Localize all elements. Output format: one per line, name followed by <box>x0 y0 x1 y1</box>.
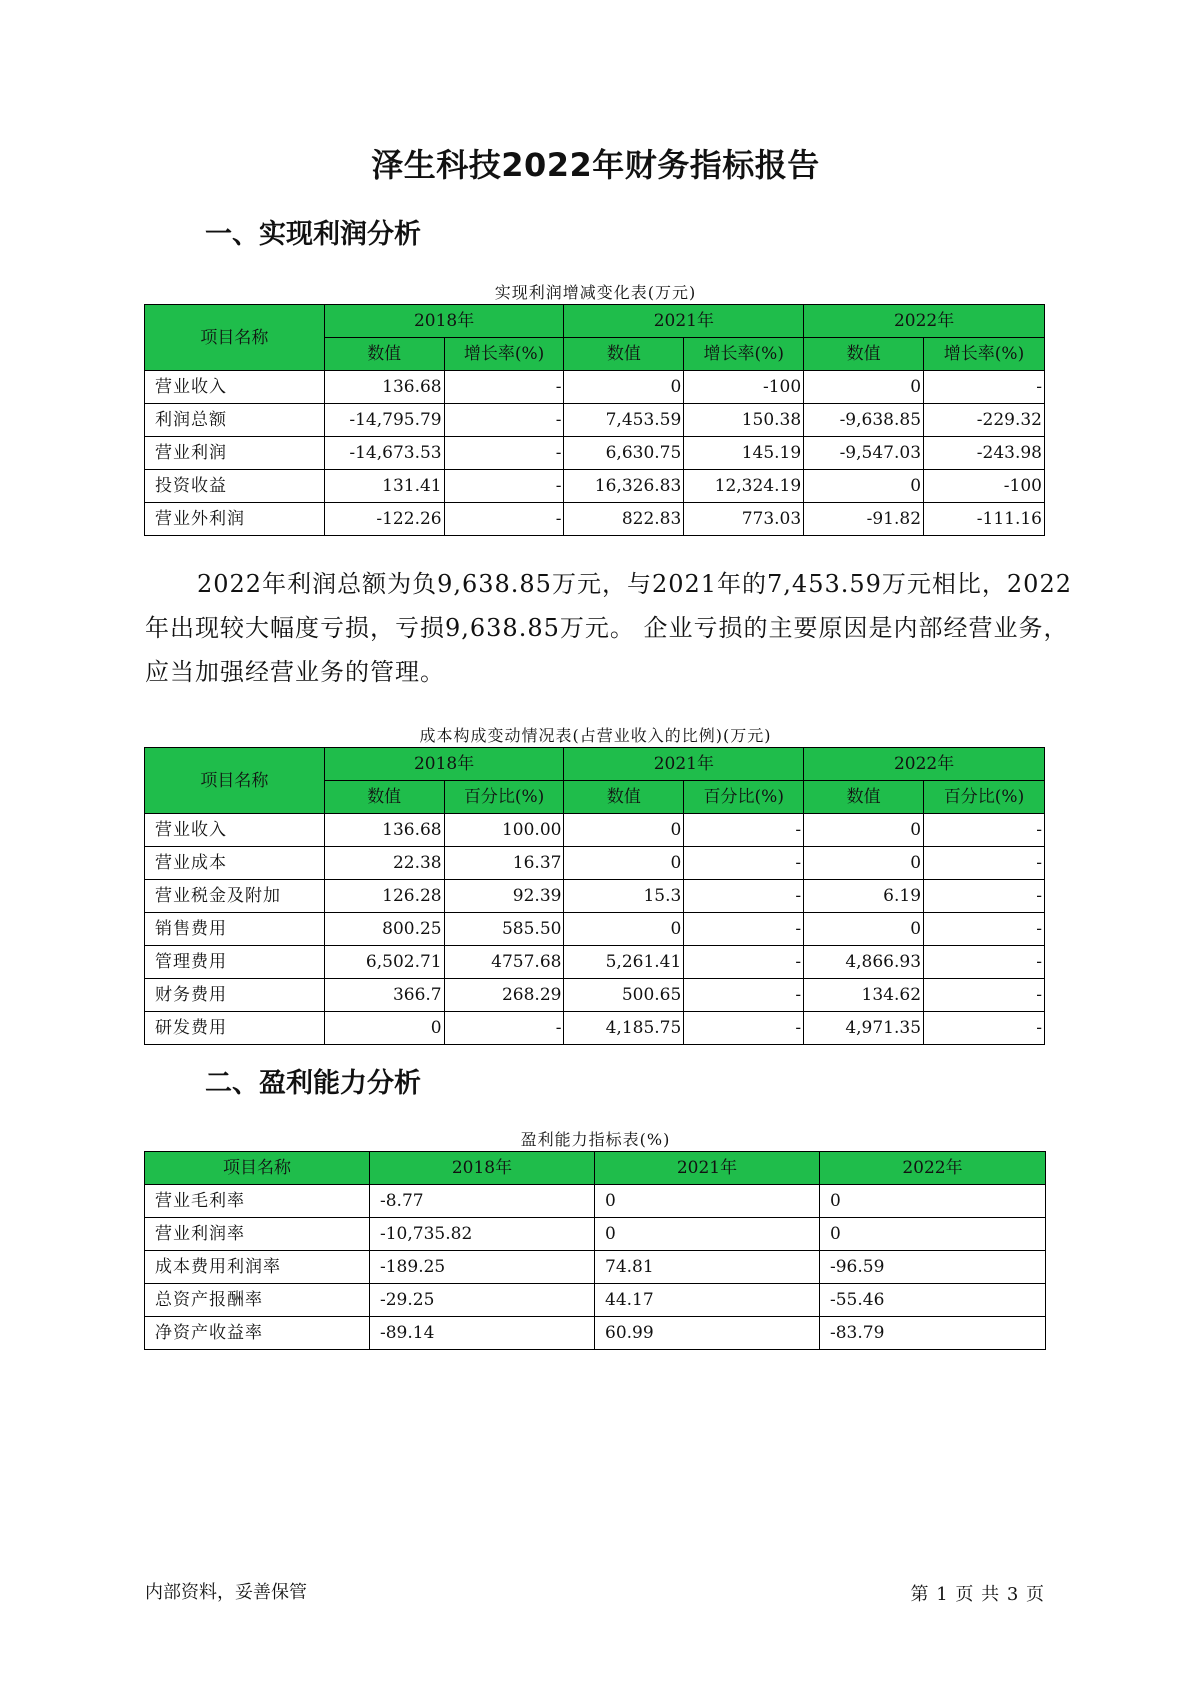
cell-value: - <box>684 880 804 913</box>
cell-value: 0 <box>820 1185 1046 1218</box>
cell-value: 22.38 <box>324 847 444 880</box>
row-label: 营业外利润 <box>145 503 325 536</box>
section-heading-profit: 一、实现利润分析 <box>205 219 421 250</box>
cell-value: -83.79 <box>820 1317 1046 1350</box>
cell-value: -243.98 <box>924 437 1045 470</box>
cost-structure-table <box>144 747 1045 1045</box>
cell-value: - <box>444 503 564 536</box>
year-header: 2018年 <box>370 1152 595 1185</box>
table3-caption: 盈利能力指标表(%) <box>520 1130 671 1149</box>
table-row <box>145 880 1045 913</box>
table-row <box>145 1251 1046 1284</box>
cell-value: 0 <box>804 814 924 847</box>
row-label: 研发费用 <box>145 1012 325 1045</box>
cell-value: 5,261.41 <box>564 946 684 979</box>
cell-value: -10,735.82 <box>370 1218 595 1251</box>
cell-value: - <box>684 847 804 880</box>
item-header: 项目名称 <box>145 748 325 814</box>
table-row <box>145 946 1045 979</box>
sub-header: 百分比(%) <box>684 781 804 814</box>
table-row <box>145 913 1045 946</box>
sub-header: 百分比(%) <box>924 781 1045 814</box>
cell-value: -122.26 <box>324 503 444 536</box>
cell-value: 74.81 <box>595 1251 820 1284</box>
cell-value: 4,971.35 <box>804 1012 924 1045</box>
cell-value: - <box>684 979 804 1012</box>
row-label: 营业利润 <box>145 437 325 470</box>
cell-value: - <box>684 1012 804 1045</box>
cell-value: 0 <box>564 371 684 404</box>
analysis-paragraph <box>145 562 1079 694</box>
cell-value: -89.14 <box>370 1317 595 1350</box>
page-title: 泽生科技2022年财务指标报告 <box>371 146 820 184</box>
table-row <box>145 979 1045 1012</box>
cell-value: - <box>684 814 804 847</box>
cell-value: - <box>924 913 1045 946</box>
row-label: 营业利润率 <box>145 1218 370 1251</box>
cell-value: - <box>924 814 1045 847</box>
cell-value: - <box>444 371 564 404</box>
cell-value: 126.28 <box>324 880 444 913</box>
sub-header: 增长率(%) <box>444 338 564 371</box>
cell-value: -111.16 <box>924 503 1045 536</box>
item-header: 项目名称 <box>145 1152 370 1185</box>
sub-header: 增长率(%) <box>684 338 804 371</box>
cell-value: 16,326.83 <box>564 470 684 503</box>
table-row <box>145 371 1045 404</box>
table-row <box>145 1284 1046 1317</box>
cell-value: - <box>684 946 804 979</box>
cell-value: 0 <box>564 913 684 946</box>
cell-value: 4757.68 <box>444 946 564 979</box>
cell-value: 60.99 <box>595 1317 820 1350</box>
cell-value: -9,547.03 <box>804 437 924 470</box>
cell-value: - <box>444 470 564 503</box>
row-label: 营业收入 <box>145 371 325 404</box>
year-header: 2021年 <box>564 748 804 781</box>
cell-value: 0 <box>804 847 924 880</box>
sub-header: 增长率(%) <box>924 338 1045 371</box>
cell-value: 0 <box>804 371 924 404</box>
cell-value: 6.19 <box>804 880 924 913</box>
row-label: 营业税金及附加 <box>145 880 325 913</box>
cell-value: 822.83 <box>564 503 684 536</box>
cell-value: 4,866.93 <box>804 946 924 979</box>
table-row <box>145 814 1045 847</box>
row-label: 营业收入 <box>145 814 325 847</box>
cell-value: - <box>924 979 1045 1012</box>
table-body <box>145 371 1045 536</box>
cell-value: 134.62 <box>804 979 924 1012</box>
sub-header: 数值 <box>564 781 684 814</box>
table-row <box>145 1218 1046 1251</box>
row-label: 成本费用利润率 <box>145 1251 370 1284</box>
cell-value: -29.25 <box>370 1284 595 1317</box>
footer-page-number: 第 1 页 共 3 页 <box>910 1584 1045 1605</box>
cell-value: -8.77 <box>370 1185 595 1218</box>
cell-value: -229.32 <box>924 404 1045 437</box>
paragraph-text: 2022年利润总额为负9,638.85万元，与2021年的7,453.59万元相比，2022年出现较大幅度亏损，亏损9,638.85万元。 企业亏损的主要原因是内部经营业务，应当加强经营业务的管理。 <box>145 570 1072 686</box>
cell-value: 136.68 <box>324 814 444 847</box>
cell-value: 0 <box>804 470 924 503</box>
footer-confidential: 内部资料，妥善保管 <box>145 1582 307 1603</box>
cell-value: 0 <box>804 913 924 946</box>
cell-value: - <box>444 1012 564 1045</box>
cell-value: - <box>924 1012 1045 1045</box>
cell-value: 0 <box>564 814 684 847</box>
table-row <box>145 1012 1045 1045</box>
cell-value: -14,673.53 <box>324 437 444 470</box>
sub-header: 数值 <box>804 781 924 814</box>
row-label: 投资收益 <box>145 470 325 503</box>
sub-header: 数值 <box>324 781 444 814</box>
cell-value: 0 <box>564 847 684 880</box>
row-label: 净资产收益率 <box>145 1317 370 1350</box>
year-header: 2021年 <box>564 305 804 338</box>
cell-value: 16.37 <box>444 847 564 880</box>
year-header: 2018年 <box>324 305 564 338</box>
cell-value: 131.41 <box>324 470 444 503</box>
cell-value: 0 <box>595 1185 820 1218</box>
table-row <box>145 404 1045 437</box>
row-label: 总资产报酬率 <box>145 1284 370 1317</box>
cell-value: 44.17 <box>595 1284 820 1317</box>
sub-header: 数值 <box>564 338 684 371</box>
table-row <box>145 437 1045 470</box>
cell-value: 800.25 <box>324 913 444 946</box>
cell-value: 585.50 <box>444 913 564 946</box>
table1-caption: 实现利润增减变化表(万元) <box>494 283 697 302</box>
cell-value: - <box>924 946 1045 979</box>
year-header: 2022年 <box>804 305 1045 338</box>
row-label: 销售费用 <box>145 913 325 946</box>
table2-caption: 成本构成变动情况表(占营业收入的比例)(万元) <box>419 726 772 745</box>
cell-value: -14,795.79 <box>324 404 444 437</box>
row-label: 营业成本 <box>145 847 325 880</box>
row-label: 管理费用 <box>145 946 325 979</box>
section-heading-profitability: 二、盈利能力分析 <box>205 1068 421 1099</box>
cell-value: 92.39 <box>444 880 564 913</box>
cell-value: - <box>444 404 564 437</box>
table-body <box>145 814 1045 1045</box>
cell-value: -91.82 <box>804 503 924 536</box>
cell-value: 100.00 <box>444 814 564 847</box>
year-header: 2018年 <box>324 748 564 781</box>
table-row <box>145 503 1045 536</box>
cell-value: 15.3 <box>564 880 684 913</box>
cell-value: -9,638.85 <box>804 404 924 437</box>
year-header: 2022年 <box>804 748 1045 781</box>
cell-value: - <box>684 913 804 946</box>
cell-value: 0 <box>820 1218 1046 1251</box>
table-row <box>145 1185 1046 1218</box>
row-label: 财务费用 <box>145 979 325 1012</box>
cell-value: 0 <box>324 1012 444 1045</box>
table-row <box>145 470 1045 503</box>
cell-value: 136.68 <box>324 371 444 404</box>
table-row <box>145 1317 1046 1350</box>
cell-value: 773.03 <box>684 503 804 536</box>
cell-value: -55.46 <box>820 1284 1046 1317</box>
profitability-table <box>144 1151 1046 1350</box>
row-label: 营业毛利率 <box>145 1185 370 1218</box>
cell-value: -189.25 <box>370 1251 595 1284</box>
cell-value: - <box>924 880 1045 913</box>
year-header: 2021年 <box>595 1152 820 1185</box>
cell-value: 0 <box>595 1218 820 1251</box>
year-header: 2022年 <box>820 1152 1046 1185</box>
cell-value: 150.38 <box>684 404 804 437</box>
cell-value: - <box>924 371 1045 404</box>
table-row <box>145 847 1045 880</box>
cell-value: 7,453.59 <box>564 404 684 437</box>
cell-value: 500.65 <box>564 979 684 1012</box>
sub-header: 数值 <box>324 338 444 371</box>
cell-value: -96.59 <box>820 1251 1046 1284</box>
cell-value: - <box>924 847 1045 880</box>
cell-value: 4,185.75 <box>564 1012 684 1045</box>
cell-value: 366.7 <box>324 979 444 1012</box>
cell-value: -100 <box>684 371 804 404</box>
cell-value: - <box>444 437 564 470</box>
sub-header: 数值 <box>804 338 924 371</box>
cell-value: 145.19 <box>684 437 804 470</box>
cell-value: 12,324.19 <box>684 470 804 503</box>
table-body <box>145 1185 1046 1350</box>
sub-header: 百分比(%) <box>444 781 564 814</box>
cell-value: -100 <box>924 470 1045 503</box>
cell-value: 268.29 <box>444 979 564 1012</box>
profit-change-table <box>144 304 1045 536</box>
cell-value: 6,630.75 <box>564 437 684 470</box>
row-label: 利润总额 <box>145 404 325 437</box>
cell-value: 6,502.71 <box>324 946 444 979</box>
item-header: 项目名称 <box>145 305 325 371</box>
